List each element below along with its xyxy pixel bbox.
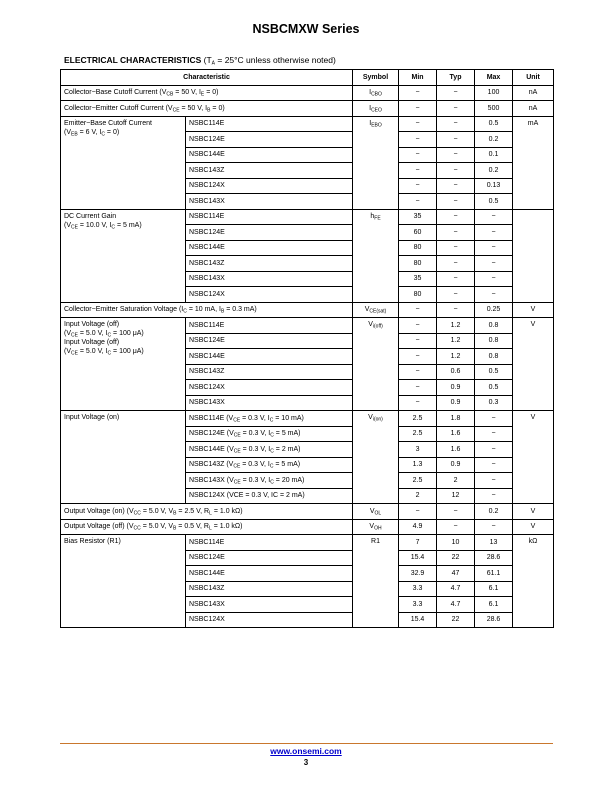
vion-symbol: $V_{i(on)}$ — [353, 411, 399, 504]
hfe-device: NSBC143Z — [186, 256, 353, 272]
hfe-typ: − — [437, 287, 475, 303]
r1-max: 28.6 — [475, 612, 513, 628]
vioff-typ: 1.2 — [437, 333, 475, 349]
footer-website-link[interactable]: www.onsemi.com — [270, 746, 342, 756]
iebo-max: 0.13 — [475, 178, 513, 194]
iebo-min: − — [399, 132, 437, 148]
iebo-typ: − — [437, 116, 475, 132]
vioff-device: NSBC143Z — [186, 364, 353, 380]
hfe-symbol: $h_{FE}$ — [353, 209, 399, 302]
column-header-characteristic: Characteristic — [61, 70, 353, 86]
hfe-label2: ($V_{CE} = 10.0$ V, $I_C = 5$ mA) — [64, 221, 142, 230]
iebo-device: NSBC124E — [186, 132, 353, 148]
hfe-unit — [513, 209, 554, 302]
iebo-device: NSBC114E — [186, 116, 353, 132]
vcesat-typ: − — [437, 302, 475, 318]
iebo-label1: Emitter−Base Cutoff Current — [64, 119, 152, 127]
vol-max: 0.2 — [475, 504, 513, 520]
footer-divider — [60, 743, 553, 744]
hfe-min: 60 — [399, 225, 437, 241]
table-row-r1 — [61, 535, 554, 551]
column-header-min: Min — [399, 70, 437, 86]
vioff-device: NSBC114E — [186, 318, 353, 334]
table-row-iceo — [61, 101, 554, 117]
iebo-label2: ($V_{EB} = 6$ V, $I_C = 0$) — [64, 128, 120, 137]
r1-unit: kΩ — [513, 535, 554, 628]
r1-max: 61.1 — [475, 566, 513, 582]
r1-typ: 4.7 — [437, 581, 475, 597]
table-row-hfe — [61, 209, 554, 225]
r1-device: NSBC114E — [186, 535, 353, 551]
r1-characteristic — [61, 535, 186, 628]
hfe-characteristic — [61, 209, 186, 302]
hfe-typ: − — [437, 256, 475, 272]
vol-min: − — [399, 504, 437, 520]
iebo-typ: − — [437, 132, 475, 148]
iebo-max: 0.5 — [475, 194, 513, 210]
iebo-min: − — [399, 163, 437, 179]
vol-characteristic: Output Voltage (on) ($V_{CC} = 5.0$ V, $V_B = 2.5$ V, $R_L = 1.0$ kΩ) — [61, 504, 353, 520]
iebo-min: − — [399, 116, 437, 132]
hfe-max: − — [475, 209, 513, 225]
vioff-min: − — [399, 380, 437, 396]
r1-min: 32.9 — [399, 566, 437, 582]
iebo-min: − — [399, 147, 437, 163]
r1-device: NSBC124X — [186, 612, 353, 628]
hfe-min: 80 — [399, 256, 437, 272]
r1-min: 3.3 — [399, 581, 437, 597]
vioff-label2: ($V_{CE} = 5.0$ V, $I_C = 100$ μA) — [64, 330, 144, 339]
hfe-typ: − — [437, 240, 475, 256]
vol-symbol: $V_{OL}$ — [353, 504, 399, 520]
vol-unit: V — [513, 504, 554, 520]
iebo-unit: mA — [513, 116, 554, 209]
vion-unit: V — [513, 411, 554, 504]
vioff-characteristic — [61, 318, 186, 411]
hfe-max: − — [475, 256, 513, 272]
r1-typ: 4.7 — [437, 597, 475, 613]
vion-device: NSBC144E ($V_{CE} = 0.3$ V, $I_C = 2$ mA) — [186, 442, 353, 458]
iebo-device: NSBC143X — [186, 194, 353, 210]
vioff-min: − — [399, 349, 437, 365]
hfe-label1: DC Current Gain — [64, 212, 117, 220]
vion-max: − — [475, 488, 513, 504]
vioff-label3: Input Voltage (off) — [64, 339, 120, 346]
vcesat-unit: V — [513, 302, 554, 318]
vioff-typ: 1.2 — [437, 349, 475, 365]
vioff-max: 0.5 — [475, 380, 513, 396]
vioff-min: − — [399, 318, 437, 334]
vioff-min: − — [399, 333, 437, 349]
vion-characteristic — [61, 411, 186, 504]
hfe-device: NSBC114E — [186, 209, 353, 225]
vioff-device: NSBC144E — [186, 349, 353, 365]
hfe-min: 35 — [399, 209, 437, 225]
vion-max: − — [475, 473, 513, 489]
hfe-typ: − — [437, 225, 475, 241]
vioff-max: 0.8 — [475, 318, 513, 334]
r1-device: NSBC124E — [186, 550, 353, 566]
iebo-device: NSBC143Z — [186, 163, 353, 179]
vioff-device: NSBC143X — [186, 395, 353, 411]
vion-min: 3 — [399, 442, 437, 458]
column-header-symbol: Symbol — [353, 70, 399, 86]
r1-device: NSBC143Z — [186, 581, 353, 597]
iceo-symbol: $I_{CEO}$ — [353, 101, 399, 117]
hfe-typ: − — [437, 209, 475, 225]
column-header-typ: Typ — [437, 70, 475, 86]
vion-typ: 0.9 — [437, 457, 475, 473]
icbo-characteristic: Collector−Base Cutoff Current ($V_{CB} = 50$ V, $I_E = 0$) — [61, 85, 353, 101]
iebo-typ: − — [437, 147, 475, 163]
vion-min: 2.5 — [399, 411, 437, 427]
vioff-label1: Input Voltage (off) — [64, 321, 120, 328]
iebo-device: NSBC144E — [186, 147, 353, 163]
hfe-max: − — [475, 225, 513, 241]
vion-max: − — [475, 411, 513, 427]
vioff-max: 0.8 — [475, 333, 513, 349]
voh-characteristic: Output Voltage (off) ($V_{CC} = 5.0$ V, $V_B = 0.5$ V, $R_L = 1.0$ kΩ) — [61, 519, 353, 535]
vol-typ: − — [437, 504, 475, 520]
section-title-text: ELECTRICAL CHARACTERISTICS — [64, 55, 202, 65]
voh-symbol: $V_{OH}$ — [353, 519, 399, 535]
iebo-symbol: $I_{EBO}$ — [353, 116, 399, 209]
vcesat-characteristic: Collector−Emitter Saturation Voltage ($I_C = 10$ mA, $I_B = 0.3$ mA) — [61, 302, 353, 318]
vioff-device: NSBC124X — [186, 380, 353, 396]
hfe-min: 80 — [399, 287, 437, 303]
table-row-vion — [61, 411, 554, 427]
iebo-max: 0.5 — [475, 116, 513, 132]
page-number: 3 — [303, 758, 309, 767]
r1-min: 15.4 — [399, 550, 437, 566]
vioff-max: 0.3 — [475, 395, 513, 411]
vion-min: 2.5 — [399, 426, 437, 442]
iebo-typ: − — [437, 163, 475, 179]
section-condition: ($T_A = 25^\circ C$ unless otherwise noted) — [203, 55, 336, 67]
iebo-typ: − — [437, 194, 475, 210]
table-row-vioff — [61, 318, 554, 334]
vion-device: NSBC124E ($V_{CE} = 0.3$ V, $I_C = 5$ mA) — [186, 426, 353, 442]
vioff-max: 0.8 — [475, 349, 513, 365]
hfe-device: NSBC124X — [186, 287, 353, 303]
hfe-max: − — [475, 287, 513, 303]
vion-typ: 1.6 — [437, 442, 475, 458]
hfe-max: − — [475, 240, 513, 256]
vion-min: 1.3 — [399, 457, 437, 473]
hfe-device: NSBC143X — [186, 271, 353, 287]
icbo-unit: nA — [513, 85, 554, 101]
icbo-min: − — [399, 85, 437, 101]
table-row-iebo — [61, 116, 554, 132]
iebo-device: NSBC124X — [186, 178, 353, 194]
r1-max: 13 — [475, 535, 513, 551]
r1-min: 7 — [399, 535, 437, 551]
r1-max: 6.1 — [475, 581, 513, 597]
hfe-device: NSBC124E — [186, 225, 353, 241]
vion-device: NSBC143X ($V_{CE} = 0.3$ V, $I_C = 20$ mA) — [186, 473, 353, 489]
vion-label1: Input Voltage (on) — [64, 414, 120, 421]
vion-typ: 1.8 — [437, 411, 475, 427]
r1-min: 15.4 — [399, 612, 437, 628]
table-row-voh — [61, 519, 554, 535]
iebo-max: 0.2 — [475, 132, 513, 148]
vioff-typ: 0.9 — [437, 395, 475, 411]
vion-typ: 12 — [437, 488, 475, 504]
vion-device: NSBC114E ($V_{CE} = 0.3$ V, $I_C = 10$ mA) — [186, 411, 353, 427]
vion-device: NSBC143Z ($V_{CE} = 0.3$ V, $I_C = 5$ mA) — [186, 457, 353, 473]
iceo-unit: nA — [513, 101, 554, 117]
vion-max: − — [475, 442, 513, 458]
vion-typ: 1.6 — [437, 426, 475, 442]
iebo-characteristic — [61, 116, 186, 209]
vion-device: NSBC124X (VCE = 0.3 V, IC = 2 mA) — [186, 488, 353, 504]
r1-device: NSBC143X — [186, 597, 353, 613]
vcesat-symbol: $V_{CE(sat)}$ — [353, 302, 399, 318]
table-row-vcesat — [61, 302, 554, 318]
vcesat-min: − — [399, 302, 437, 318]
vioff-min: − — [399, 364, 437, 380]
r1-max: 28.6 — [475, 550, 513, 566]
hfe-min: 80 — [399, 240, 437, 256]
page-header-title: NSBCMXW Series — [252, 22, 360, 36]
voh-unit: V — [513, 519, 554, 535]
r1-typ: 47 — [437, 566, 475, 582]
r1-typ: 10 — [437, 535, 475, 551]
vioff-unit: V — [513, 318, 554, 411]
r1-max: 6.1 — [475, 597, 513, 613]
icbo-max: 100 — [475, 85, 513, 101]
iebo-min: − — [399, 178, 437, 194]
vioff-typ: 0.6 — [437, 364, 475, 380]
column-header-max: Max — [475, 70, 513, 86]
iceo-min: − — [399, 101, 437, 117]
vion-max: − — [475, 457, 513, 473]
vion-typ: 2 — [437, 473, 475, 489]
vcesat-max: 0.25 — [475, 302, 513, 318]
vioff-device: NSBC124E — [186, 333, 353, 349]
electrical-characteristics-table — [60, 69, 554, 628]
hfe-typ: − — [437, 271, 475, 287]
r1-typ: 22 — [437, 612, 475, 628]
voh-min: 4.9 — [399, 519, 437, 535]
r1-device: NSBC144E — [186, 566, 353, 582]
icbo-symbol: $I_{CBO}$ — [353, 85, 399, 101]
iebo-typ: − — [437, 178, 475, 194]
voh-max: − — [475, 519, 513, 535]
iceo-characteristic: Collector−Emitter Cutoff Current ($V_{CE} = 50$ V, $I_B = 0$) — [61, 101, 353, 117]
section-title — [64, 55, 336, 65]
iebo-max: 0.1 — [475, 147, 513, 163]
table-row-icbo — [61, 85, 554, 101]
icbo-typ: − — [437, 85, 475, 101]
vion-min: 2 — [399, 488, 437, 504]
vion-min: 2.5 — [399, 473, 437, 489]
vioff-symbol: $V_{i(off)}$ — [353, 318, 399, 411]
iceo-typ: − — [437, 101, 475, 117]
r1-min: 3.3 — [399, 597, 437, 613]
table-row-vol — [61, 504, 554, 520]
hfe-max: − — [475, 271, 513, 287]
table-header-row — [61, 70, 554, 86]
hfe-device: NSBC144E — [186, 240, 353, 256]
iebo-min: − — [399, 194, 437, 210]
hfe-min: 35 — [399, 271, 437, 287]
vion-max: − — [475, 426, 513, 442]
vioff-max: 0.5 — [475, 364, 513, 380]
iceo-max: 500 — [475, 101, 513, 117]
r1-typ: 22 — [437, 550, 475, 566]
vioff-label4: ($V_{CE} = 5.0$ V, $I_C = 100$ μA) — [64, 348, 144, 357]
vioff-min: − — [399, 395, 437, 411]
r1-label1: Bias Resistor (R1) — [64, 538, 121, 545]
vioff-typ: 0.9 — [437, 380, 475, 396]
r1-symbol: R1 — [353, 535, 399, 628]
iebo-max: 0.2 — [475, 163, 513, 179]
voh-typ: − — [437, 519, 475, 535]
vioff-typ: 1.2 — [437, 318, 475, 334]
column-header-unit: Unit — [513, 70, 554, 86]
